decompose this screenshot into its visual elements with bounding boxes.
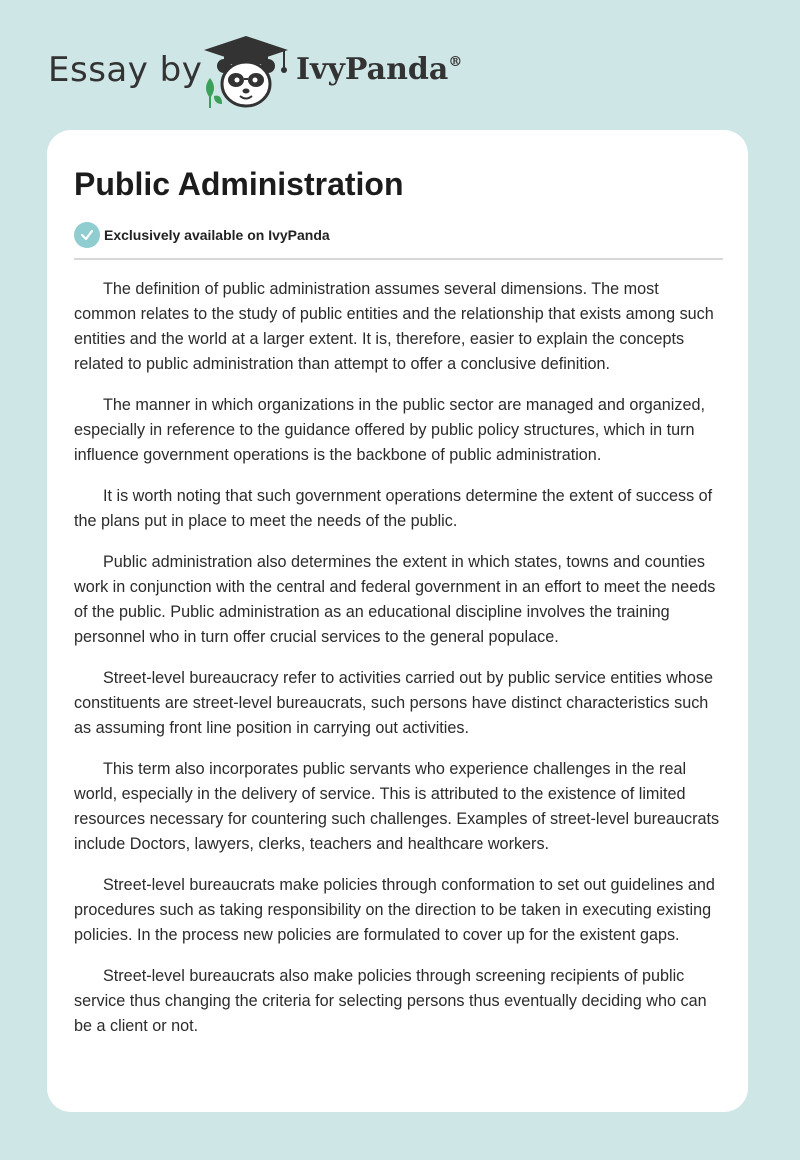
essay-by-label: Essay by xyxy=(48,50,203,90)
essay-body xyxy=(74,277,724,1039)
check-icon xyxy=(74,222,100,248)
essay-card xyxy=(47,130,748,1112)
brand-name[interactable] xyxy=(296,52,462,87)
page-title: Public Administration xyxy=(74,166,404,202)
site-header xyxy=(0,0,800,120)
exclusive-text: Exclusively available on IvyPanda xyxy=(104,227,330,243)
divider xyxy=(74,258,723,260)
exclusive-badge xyxy=(74,221,722,249)
paragraph: This term also incorporates public servants who experience challenges in the real world, especially in the delivery of service. This is attributed to the existence of limited resources necessary for countering such challenges. Examples of street-level bureaucrats include Doctors, lawyers, clerks, teachers and healthcare workers. xyxy=(74,760,720,853)
paragraph: Street-level bureaucrats also make policies through screening recipients of public service thus changing the criteria for selecting persons thus eventually deciding who can be a client or not. xyxy=(74,967,707,1035)
paragraph: The definition of public administration assumes several dimensions. The most common relates to the study of public entities and the relationship that exists among such entities and the world at a larger extent. It is, therefore, easier to explain the concepts related to public administration than attempt to offer a conclusive definition. xyxy=(74,280,714,373)
paragraph: It is worth noting that such government operations determine the extent of success of the plans put in place to meet the needs of the public. xyxy=(74,487,713,530)
registered-mark: ® xyxy=(448,54,463,70)
paragraph: Street-level bureaucrats make policies through conformation to set out guidelines and procedures such as taking responsibility on the direction to be taken in executing existing policies. In the process new policies are formulated to cover up for the existent gaps. xyxy=(74,876,715,944)
paragraph: Street-level bureaucracy refer to activities carried out by public service entities whose constituents are street-level bureaucrats, such persons have distinct characteristics such as assuming front line position in carrying out activities. xyxy=(74,669,714,737)
paragraph: Public administration also determines the extent in which states, towns and counties work in conjunction with the central and federal government in an effort to meet the needs of the public. Public administration as an educational discipline involves the training personnel who in turn offer crucial services to the general populace. xyxy=(74,553,716,646)
panda-graduate-icon[interactable] xyxy=(200,34,292,110)
paragraph: The manner in which organizations in the public sector are managed and organized, especially in reference to the guidance offered by public policy structures, which in turn influence government operations is the backbone of public administration. xyxy=(74,396,705,464)
brand-label: IvyPanda xyxy=(296,52,449,87)
